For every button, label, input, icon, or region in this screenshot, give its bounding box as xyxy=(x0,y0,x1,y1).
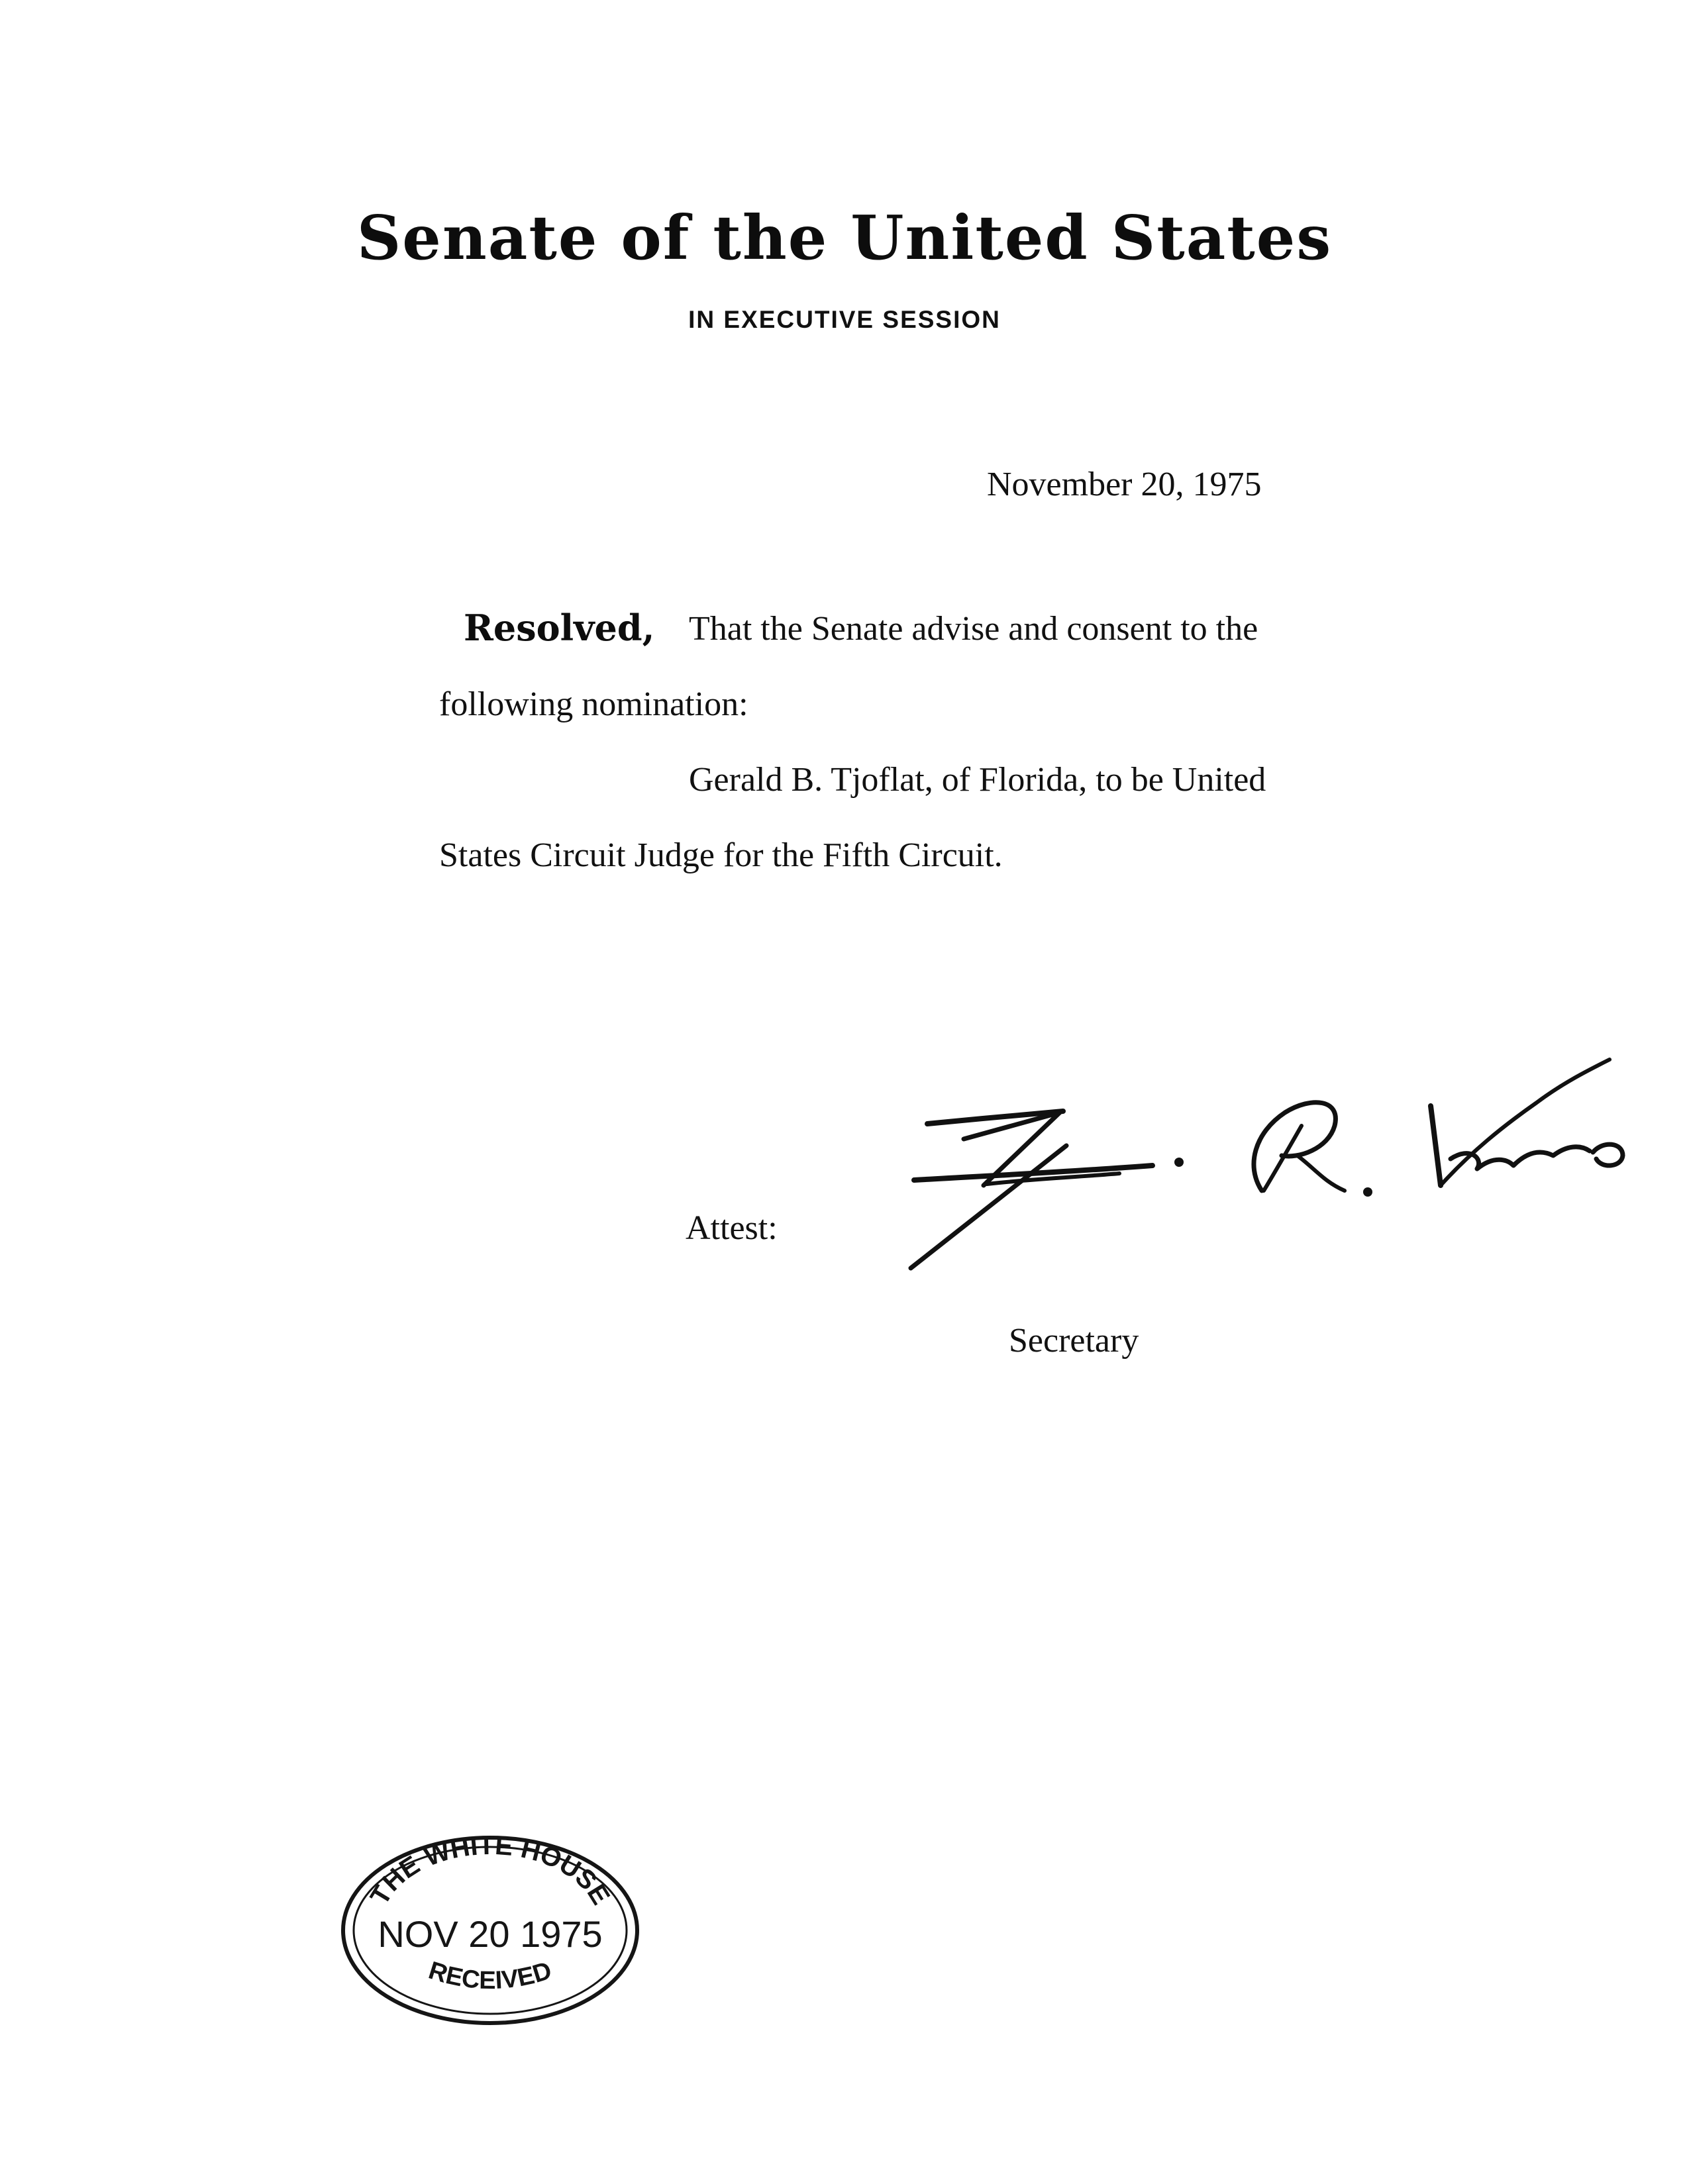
senate-header-title: Senate of the United States xyxy=(356,202,1333,273)
svg-text:THE WHITE HOUSE xyxy=(365,1831,615,1910)
stamp-bottom-text: RECEIVED xyxy=(425,1956,555,1995)
resolution-line-2: following nomination: xyxy=(439,685,748,723)
white-house-received-stamp xyxy=(334,1828,646,2033)
nomination-line-2: States Circuit Judge for the Fifth Circuit. xyxy=(439,836,1003,874)
resolved-word: Resolved, xyxy=(464,607,655,649)
document-date: November 20, 1975 xyxy=(987,466,1262,503)
stamp-top-text: THE WHITE HOUSE xyxy=(364,1830,616,1910)
resolution-line-1: That the Senate advise and consent to the xyxy=(689,610,1258,648)
nomination-line-1: Gerald B. Tjoflat, of Florida, to be United xyxy=(689,761,1266,799)
svg-text:RECEIVED xyxy=(425,1957,555,1995)
secretary-signature xyxy=(901,1033,1663,1285)
stamp-date: NOV 20 1975 xyxy=(378,1913,603,1955)
attest-label: Attest: xyxy=(686,1209,778,1247)
executive-session-subtitle: IN EXECUTIVE SESSION xyxy=(688,306,1001,333)
secretary-title: Secretary xyxy=(1009,1322,1139,1360)
